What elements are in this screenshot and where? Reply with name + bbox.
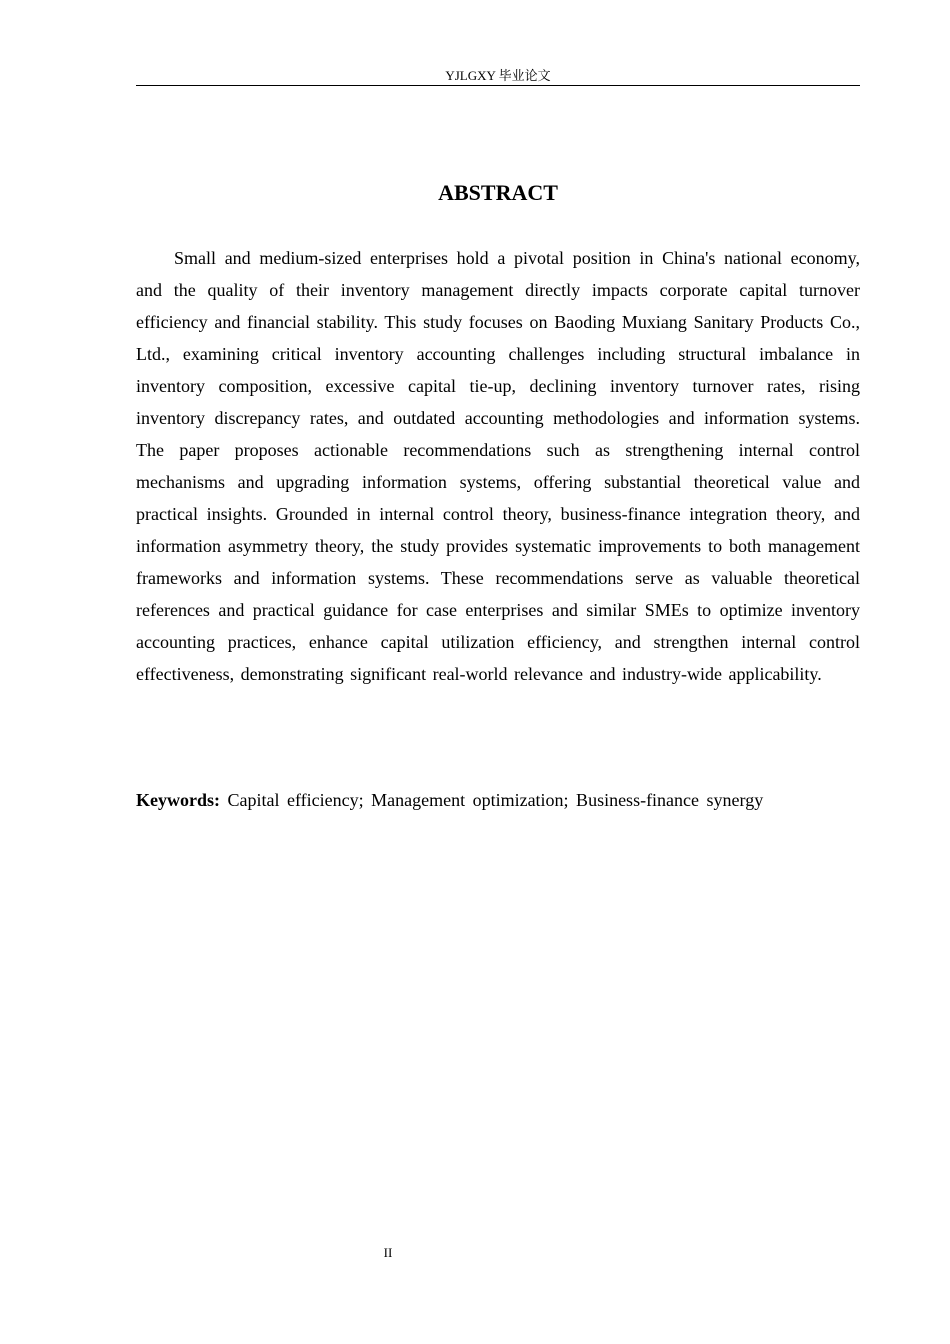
- abstract-body: Small and medium-sized enterprises hold a pivotal position in China's national economy, and the quality of their inventory management directly impacts corporate capital turnover efficiency and financial stability. This study focuses on Baoding Muxiang Sanitary Products Co., Ltd., examining critical inventory accounting challenges including structural imbalance in inventory composition, excessive capital tie-up, declining inventory turnover rates, rising inventory discrepancy rates, and outdated accounting methodologies and information systems. The paper proposes actionable recommendations such as strengthening internal control mechanisms and upgrading information systems, offering substantial theoretical value and practical insights. Grounded in internal control theory, business-finance integration theory, and information asymmetry theory, the study provides systematic improvements to both management frameworks and information systems. These recommendations serve as valuable theoretical references and practical guidance for case enterprises and similar SMEs to optimize inventory accounting practices, enhance capital utilization efficiency, and strengthen internal control effectiveness, demonstrating significant real-world relevance and industry-wide applicability.: [136, 248, 860, 684]
- page-number: II: [383, 1245, 393, 1260]
- page-header: [136, 67, 860, 86]
- keywords-values: Capital efficiency; Management optimization; Business-finance synergy: [227, 790, 764, 810]
- header-text: YJLGXY 毕业论文: [445, 68, 551, 83]
- keywords-line: [136, 784, 860, 816]
- keywords-label: Keywords:: [136, 790, 220, 810]
- abstract-title: ABSTRACT: [438, 180, 558, 205]
